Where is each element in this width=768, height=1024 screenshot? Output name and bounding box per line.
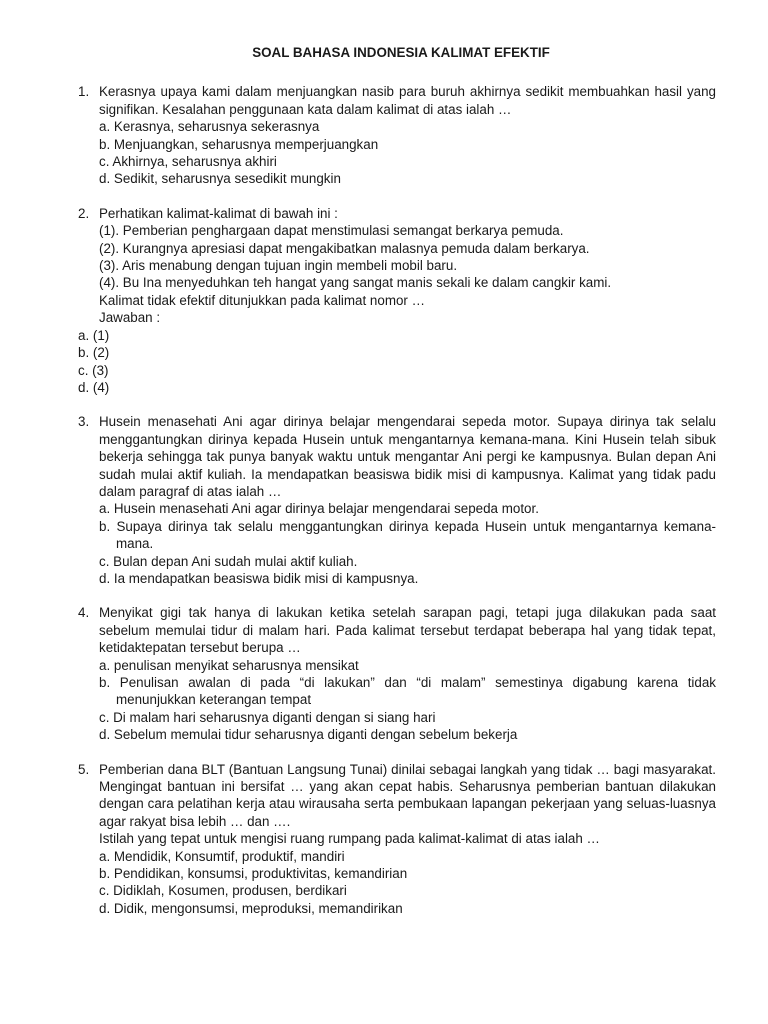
question-stem: Pemberian dana BLT (Bantuan Langsung Tunai) dinilai sebagai langkah yang tidak … bagi masyarakat. Mengingat bantuan ini bersifat … yang akan cepat habis. Seharusnya pemberian bantuan dilakukan dengan cara pelatihan kerja atau wirausaha serta pembukaan lapangan pekerjaan yang seluas-luasnya agar rakyat bisa lebih … dan …. xyxy=(99,761,716,829)
question-4 xyxy=(78,604,716,743)
option-b: b. Menjuangkan, seharusnya memperjuangkan xyxy=(99,136,379,152)
question-intro: Perhatikan kalimat-kalimat di bawah ini : xyxy=(99,205,338,221)
question-number: 1. xyxy=(78,84,90,100)
question-5 xyxy=(78,761,716,918)
question-stem: Menyikat gigi tak hanya di lakukan ketika setelah sarapan pagi, tetapi juga dilakukan pada saat sebelum memulai tidur di malam hari. Pada kalimat tersebut terdapat beberapa hal yang tidak tepat, ketidaktepatan tersebut berupa … xyxy=(99,605,716,656)
option-b: b. Penulisan awalan di pada “di lakukan” dan “di malam” semestinya digabung karena tidak menunjukkan keterangan tempat xyxy=(99,675,716,708)
option-b: b. Pendidikan, konsumsi, produktivitas, kemandirian xyxy=(99,866,408,882)
option-b: b. (2) xyxy=(78,345,110,361)
option-d: d. Didik, mengonsumsi, meproduksi, memandirikan xyxy=(99,900,403,916)
option-c: c. Didiklah, Kosumen, produsen, berdikari xyxy=(99,883,347,899)
option-d: d. Sedikit, seharusnya sesedikit mungkin xyxy=(99,171,341,187)
option-b: b. Supaya dirinya tak selalu menggantungkan dirinya kepada Husein untuk mengantarnya kemana-mana. xyxy=(99,518,716,552)
question-stem: Husein menasehati Ani agar dirinya belajar mengendarai sepeda motor. Supaya dirinya tak selalu menggantungkan dirinya kepada Husein untuk mengantarnya kemana-mana. Kini Husein telah sibuk bekerja sehingga tak punya banyak waktu untuk mengantar Ani pergi ke kampusnya. Bulan depan Ani sudah mulai aktif kuliah. Ia mendapatkan beasiswa bidik misi di kampusnya. Kalimat yang tidak padu dalam paragraf di atas ialah … xyxy=(99,414,716,499)
question-stem: Kerasnya upaya kami dalam menjuangkan nasib para buruh akhirnya sedikit membuahkan hasil yang signifikan. Kesalahan penggunaan kata dalam kalimat di atas ialah … xyxy=(99,84,716,117)
answer-label: Jawaban : xyxy=(99,310,161,326)
question-3 xyxy=(78,413,716,587)
option-d: d. (4) xyxy=(78,379,110,395)
question-number: 2. xyxy=(78,205,90,221)
sentence-1: (1). Pemberian penghargaan dapat menstimulasi semangat berkarya pemuda. xyxy=(99,223,564,239)
option-d: d. Sebelum memulai tidur seharusnya diganti dengan sebelum bekerja xyxy=(99,727,518,743)
option-a: a. Kerasnya, seharusnya sekerasnya xyxy=(99,119,320,135)
question-prompt: Istilah yang tepat untuk mengisi ruang rumpang pada kalimat-kalimat di atas ialah … xyxy=(99,831,600,847)
option-a: a. Mendidik, Konsumtif, produktif, mandiri xyxy=(99,848,345,864)
sentence-4: (4). Bu Ina menyeduhkan teh hangat yang sangat manis sekali ke dalam cangkir kami. xyxy=(99,275,612,291)
question-number: 3. xyxy=(78,414,90,430)
option-c: c. Bulan depan Ani sudah mulai aktif kuliah. xyxy=(99,553,358,569)
question-number: 5. xyxy=(78,761,90,777)
option-c: c. Akhirnya, seharusnya akhiri xyxy=(99,154,277,170)
document-title: SOAL BAHASA INDONESIA KALIMAT EFEKTIF xyxy=(252,45,550,60)
option-d: d. Ia mendapatkan beasiswa bidik misi di kampusnya. xyxy=(99,570,419,586)
option-a: a. Husein menasehati Ani agar dirinya belajar mengendarai sepeda motor. xyxy=(99,501,539,517)
option-a: a. (1) xyxy=(78,327,110,343)
option-c: c. Di malam hari seharusnya diganti dengan si siang hari xyxy=(99,709,436,725)
question-number: 4. xyxy=(78,605,90,621)
option-c: c. (3) xyxy=(78,362,109,378)
question-2 xyxy=(78,205,716,396)
option-a: a. penulisan menyikat seharusnya mensikat xyxy=(99,657,359,673)
question-1 xyxy=(78,83,716,187)
sentence-2: (2). Kurangnya apresiasi dapat mengakibatkan malasnya pemuda dalam berkarya. xyxy=(99,240,590,256)
sentence-3: (3). Aris menabung dengan tujuan ingin membeli mobil baru. xyxy=(99,258,458,274)
question-prompt: Kalimat tidak efektif ditunjukkan pada kalimat nomor … xyxy=(99,292,425,308)
